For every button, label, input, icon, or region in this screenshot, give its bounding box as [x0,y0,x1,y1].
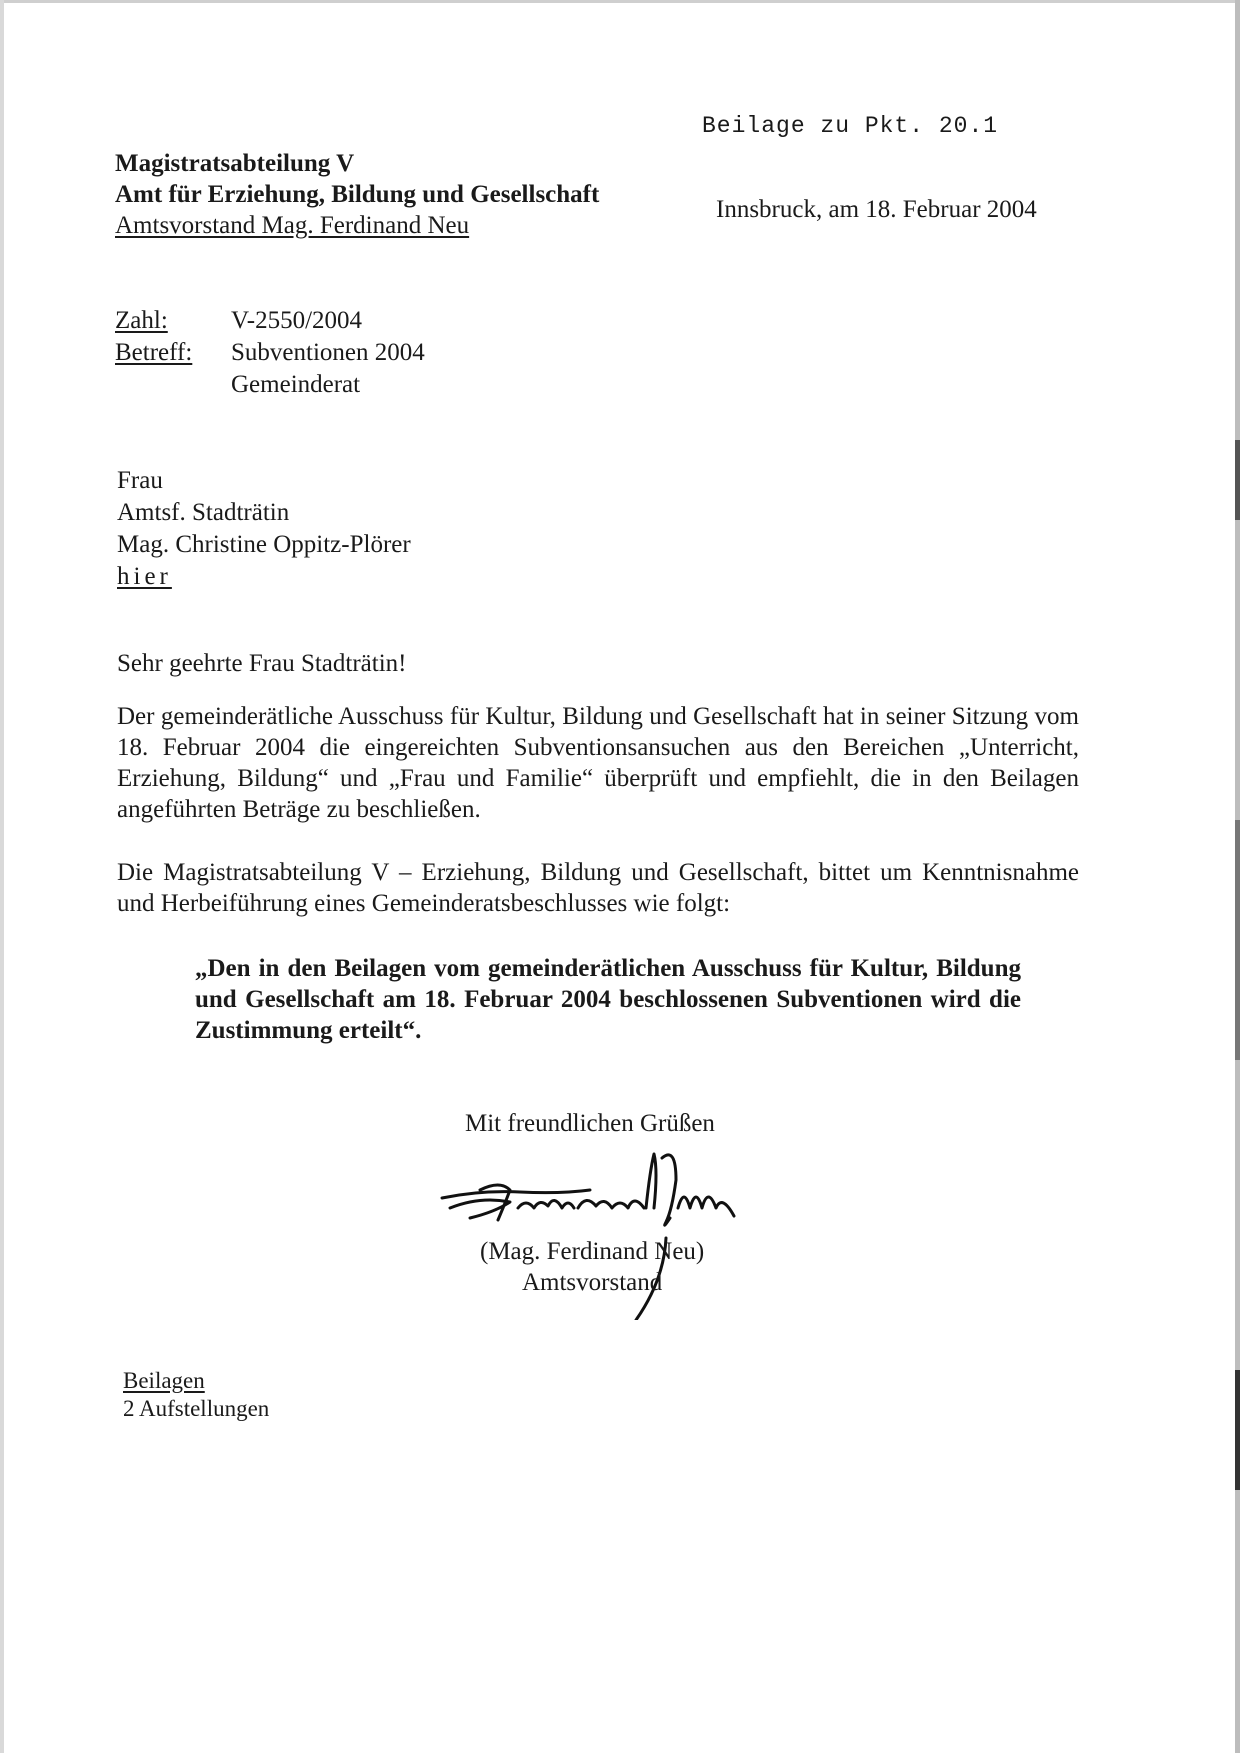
resolution-text: „Den in den Beilagen vom gemeinderätlichen Ausschuss für Kultur, Bildung und Gesellschaft am 18. Februar 2004 beschlossenen Subventionen wird die Zustimmung erteilt“. [195,955,1021,1044]
betreff-value: Subventionen 2004 [231,339,425,366]
recipient-line-4: hier [117,563,172,590]
zahl-value: V-2550/2004 [231,307,363,334]
enclosures-content: 2 Aufstellungen [123,1396,270,1421]
place-and-date: Innsbruck, am 18. Februar 2004 [716,196,1037,223]
reference-block [115,305,425,401]
betreff-value-2: Gemeinderat [231,371,361,398]
recipient-address [117,465,411,593]
zahl-label: Zahl: [115,307,168,334]
attachment-reference: Beilage zu Pkt. 20.1 [702,113,999,139]
scan-edge-left [0,0,4,1753]
signatory-title: Amtsvorstand [521,1269,663,1296]
body-paragraph-1: Der gemeinderätliche Ausschuss für Kultur, Bildung und Gesellschaft hat in seiner Sitzung vom 18. Februar 2004 die eingereichten Subventionsansuchen aus den Bereichen „Unterricht, Erziehung, Bildung“ und „Frau und Familie“ überprüft und empfiehlt, die in den Beilagen angeführten Beträge zu beschließen. [117,703,1079,823]
scan-edge-right [1235,0,1240,1753]
office-name: Amt für Erziehung, Bildung und Gesellschaft [115,181,600,208]
scan-edge-top [0,0,1240,3]
body-paragraph-2: Die Magistratsabteilung V – Erziehung, Bildung und Gesellschaft, bittet um Kenntnisnahme und Herbeiführung eines Gemeinderatsbeschlusses wie folgt: [117,859,1079,917]
enclosures-label: Beilagen [123,1368,205,1393]
recipient-line-3: Mag. Christine Oppitz-Plörer [117,531,411,558]
department-block [115,148,599,241]
recipient-line-1: Frau [117,467,163,494]
signatory-block [480,1236,704,1298]
recipient-line-2: Amtsf. Stadträtin [117,499,290,526]
department-name: Magistratsabteilung V [115,150,355,177]
closing-greeting: Mit freundlichen Grüßen [465,1110,715,1137]
department-head: Amtsvorstand Mag. Ferdinand Neu [115,212,470,239]
enclosures-block [123,1367,269,1423]
betreff-label: Betreff: [115,339,193,366]
salutation: Sehr geehrte Frau Stadträtin! [117,650,407,677]
signatory-name: (Mag. Ferdinand Neu) [480,1238,705,1265]
